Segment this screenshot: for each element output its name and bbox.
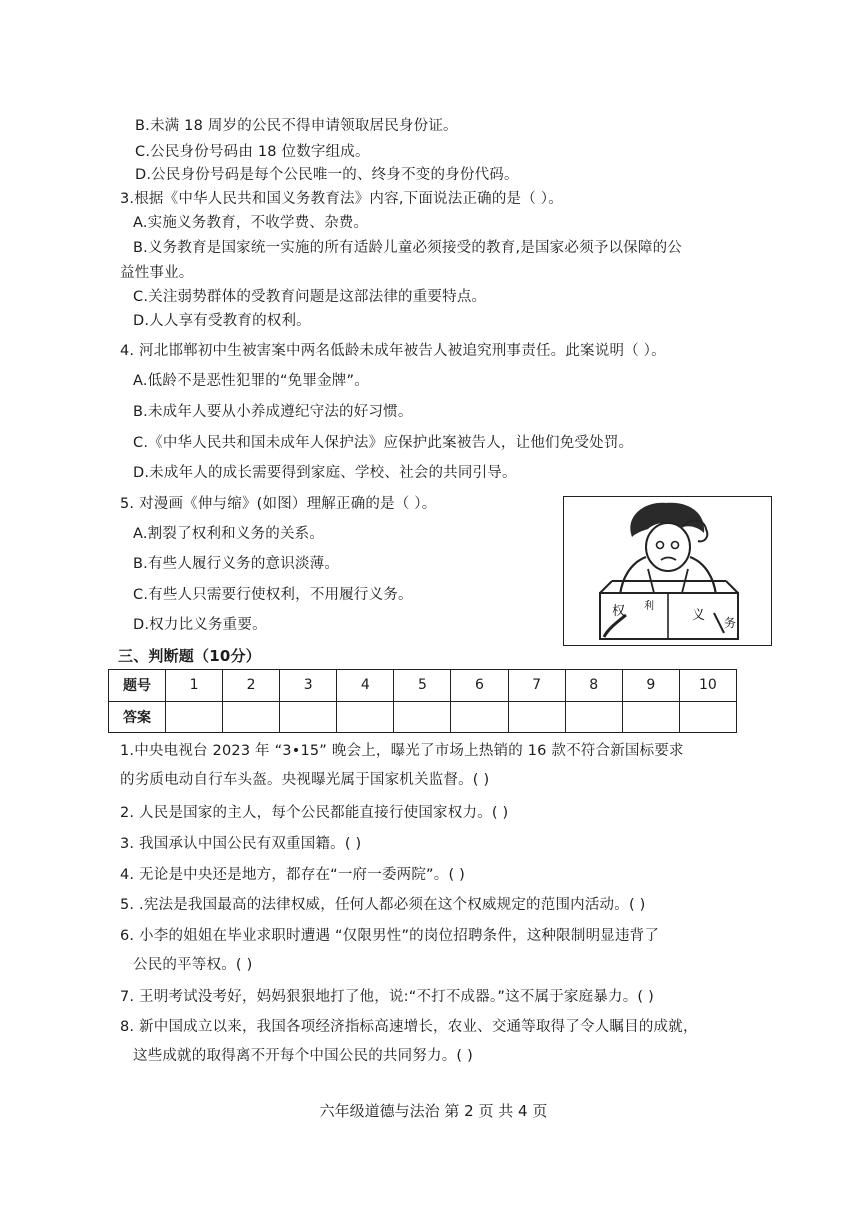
judgment-6: 6. 小李的姐姐在毕业求职时遭遇 “仅限男性”的岗位招聘条件，这种限制明显违背了: [120, 928, 660, 944]
judgment-3: 3. 我国承认中国公民有双重国籍。( ): [120, 836, 362, 852]
judgment-8-continued: 这些成就的取得离不开每个中国公民的共同努力。( ): [133, 1048, 473, 1064]
answer-cell[interactable]: [394, 701, 451, 733]
q4-option-a: A.低龄不是恶性犯罪的“免罪金牌”。: [133, 373, 369, 389]
q4-option-b: B.未成年人要从小养成遵纪守法的好习惯。: [133, 404, 413, 420]
q3-stem: 3.根据《中华人民共和国义务教育法》内容,下面说法正确的是（ ）。: [120, 191, 563, 207]
q3-option-d: D.人人享有受教育的权利。: [133, 313, 311, 329]
judgment-7: 7. 王明考试没考好，妈妈狠狠地打了他，说:“不打不成器。”这不属于家庭暴力。( ): [120, 989, 654, 1005]
q5-option-d: D.权力比义务重要。: [133, 617, 267, 633]
page-footer: 六年级道德与法治 第 2 页 共 4 页: [319, 1102, 548, 1120]
question-number-cell: 4: [337, 670, 394, 702]
judgment-6-continued: 公民的平等权。( ): [133, 957, 253, 973]
q2-option-b: B.未满 18 周岁的公民不得申请领取居民身份证。: [135, 118, 458, 134]
judgment-4: 4. 无论是中央还是地方，都存在“一府一委两院”。( ): [120, 867, 465, 883]
judgment-5: 5. .宪法是我国最高的法律权威，任何人都必须在这个权威规定的范围内活动。( ): [120, 897, 646, 913]
cartoon-label-yi: 义: [692, 608, 706, 623]
cartoon-figure: [563, 496, 772, 646]
q2-option-d: D.公民身份号码是每个公民唯一的、终身不变的身份代码。: [135, 167, 519, 183]
question-number-cell: 7: [508, 670, 565, 702]
q2-option-c: C.公民身份号码由 18 位数字组成。: [135, 144, 370, 160]
judgment-8: 8. 新中国成立以来，我国各项经济指标高速增长，农业、交通等取得了令人瞩目的成就，: [120, 1019, 698, 1035]
question-number-cell: 2: [223, 670, 280, 702]
q3-option-a: A.实施义务教育，不收学费、杂费。: [133, 215, 369, 231]
header-answer: 答案: [109, 701, 166, 733]
cartoon-person-on-box-icon: [564, 497, 770, 644]
header-question-number: 题号: [109, 670, 166, 702]
section-3-title: 三、判断题（10分）: [118, 647, 261, 665]
q5-option-b: B.有些人履行义务的意识淡薄。: [133, 556, 340, 572]
q3-option-b-continued: 益性事业。: [120, 265, 194, 281]
cartoon-label-li: 利: [644, 601, 654, 612]
q3-option-c: C.关注弱势群体的受教育问题是这部法律的重要特点。: [133, 289, 487, 305]
answer-cell[interactable]: [565, 701, 622, 733]
table-row-answers: [109, 701, 737, 733]
question-number-cell: 9: [622, 670, 679, 702]
answer-cell[interactable]: [337, 701, 394, 733]
question-number-cell: 10: [679, 670, 736, 702]
q5-option-c: C.有些人只需要行使权利，不用履行义务。: [133, 587, 413, 603]
answer-cell[interactable]: [508, 701, 565, 733]
answer-cell[interactable]: [166, 701, 223, 733]
question-number-cell: 5: [394, 670, 451, 702]
question-number-cell: 6: [451, 670, 508, 702]
answer-cell[interactable]: [679, 701, 736, 733]
q5-option-a: A.割裂了权利和义务的关系。: [133, 526, 325, 542]
question-number-cell: 8: [565, 670, 622, 702]
judgment-2: 2. 人民是国家的主人，每个公民都能直接行使国家权力。( ): [120, 805, 509, 821]
q3-option-b: B.义务教育是国家统一实施的所有适龄儿童必须接受的教育,是国家必须予以保障的公: [133, 240, 682, 256]
cartoon-label-quan: 权: [612, 604, 626, 619]
question-number-cell: 1: [166, 670, 223, 702]
judgment-1: 1.中央电视台 2023 年 “3•15” 晚会上，曝光了市场上热销的 16 款不符合新国标要求: [120, 743, 684, 759]
table-row-numbers: [109, 670, 737, 702]
judgment-1-continued: 的劣质电动自行车头盔。央视曝光属于国家机关监督。( ): [120, 772, 490, 788]
answer-cell[interactable]: [622, 701, 679, 733]
q4-option-d: D.未成年人的成长需要得到家庭、学校、社会的共同引导。: [133, 465, 517, 481]
question-number-cell: 3: [280, 670, 337, 702]
answer-cell[interactable]: [451, 701, 508, 733]
q4-stem: 4. 河北邯郸初中生被害案中两名低龄未成年被告人被追究刑事责任。此案说明（ ）。: [120, 343, 666, 359]
q5-stem: 5. 对漫画《伸与缩》(如图）理解正确的是（ ）。: [120, 496, 437, 512]
cartoon-label-wu: 务: [724, 616, 737, 630]
answer-cell[interactable]: [280, 701, 337, 733]
answer-cell[interactable]: [223, 701, 280, 733]
answer-table: [108, 669, 737, 733]
q4-option-c: C.《中华人民共和国未成年人保护法》应保护此案被告人，让他们免受处罚。: [133, 435, 634, 451]
